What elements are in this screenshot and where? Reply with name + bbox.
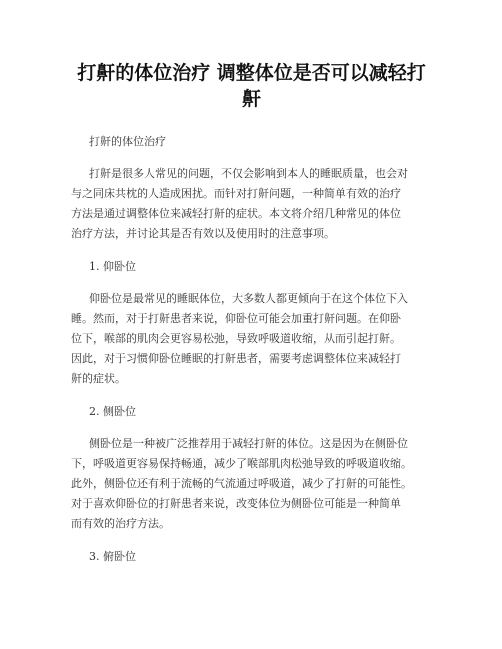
section-heading-side: 2. 侧卧位 bbox=[89, 405, 136, 418]
section-heading-prone: 3. 俯卧位 bbox=[89, 550, 136, 563]
paragraph-line: 因此，对于习惯仰卧位睡眠的打鼾患者，需要考虑调整体位来减轻打 bbox=[71, 352, 401, 365]
paragraph-line: 与之同床共枕的人造成困扰。而针对打鼾问题，一种简单有效的治疗 bbox=[71, 187, 401, 200]
paragraph-line: 鼾的症状。 bbox=[71, 372, 126, 385]
paragraph-line: 此外，侧卧位还有利于流畅的气流通过呼吸道，减少了打鼾的可能性。 bbox=[71, 477, 412, 490]
paragraph-line: 对于喜欢仰卧位的打鼾患者来说，改变体位为侧卧位可能是一种简单 bbox=[71, 497, 401, 510]
section-paragraph-supine bbox=[71, 289, 432, 389]
paragraph-line: 方法是通过调整体位来减轻打鼾的症状。本文将介绍几种常见的体位 bbox=[71, 207, 401, 220]
section-heading-supine: 1. 仰卧位 bbox=[89, 260, 136, 273]
document-title bbox=[71, 60, 432, 112]
paragraph-line: 打鼾是很多人常见的问题，不仅会影响到本人的睡眠质量，也会对 bbox=[89, 167, 408, 180]
paragraph-line: 仰卧位是最常见的睡眠体位，大多数人都更倾向于在这个体位下入 bbox=[89, 292, 408, 305]
title-line-1: 打鼾的体位治疗 调整体位是否可以减轻打 bbox=[77, 62, 426, 84]
paragraph-line: 而有效的治疗方法。 bbox=[71, 517, 170, 530]
paragraph-line: 下，呼吸道更容易保持畅通，减少了喉部肌肉松弛导致的呼吸道收缩。 bbox=[71, 457, 412, 470]
paragraph-line: 位下，喉部的肌肉会更容易松弛，导致呼吸道收缩，从而引起打鼾。 bbox=[71, 332, 401, 345]
paragraph-line: 侧卧位是一种被广泛推荐用于减轻打鼾的体位。这是因为在侧卧位 bbox=[89, 437, 408, 450]
paragraph-line: 治疗方法，并讨论其是否有效以及使用时的注意事项。 bbox=[71, 227, 335, 240]
document-subtitle: 打鼾的体位治疗 bbox=[89, 135, 166, 148]
title-line-2: 鼾 bbox=[241, 88, 261, 110]
paragraph-line: 睡。然而，对于打鼾患者来说，仰卧位可能会加重打鼾问题。在仰卧 bbox=[71, 312, 401, 325]
intro-paragraph bbox=[71, 164, 432, 244]
section-paragraph-side bbox=[71, 434, 432, 534]
